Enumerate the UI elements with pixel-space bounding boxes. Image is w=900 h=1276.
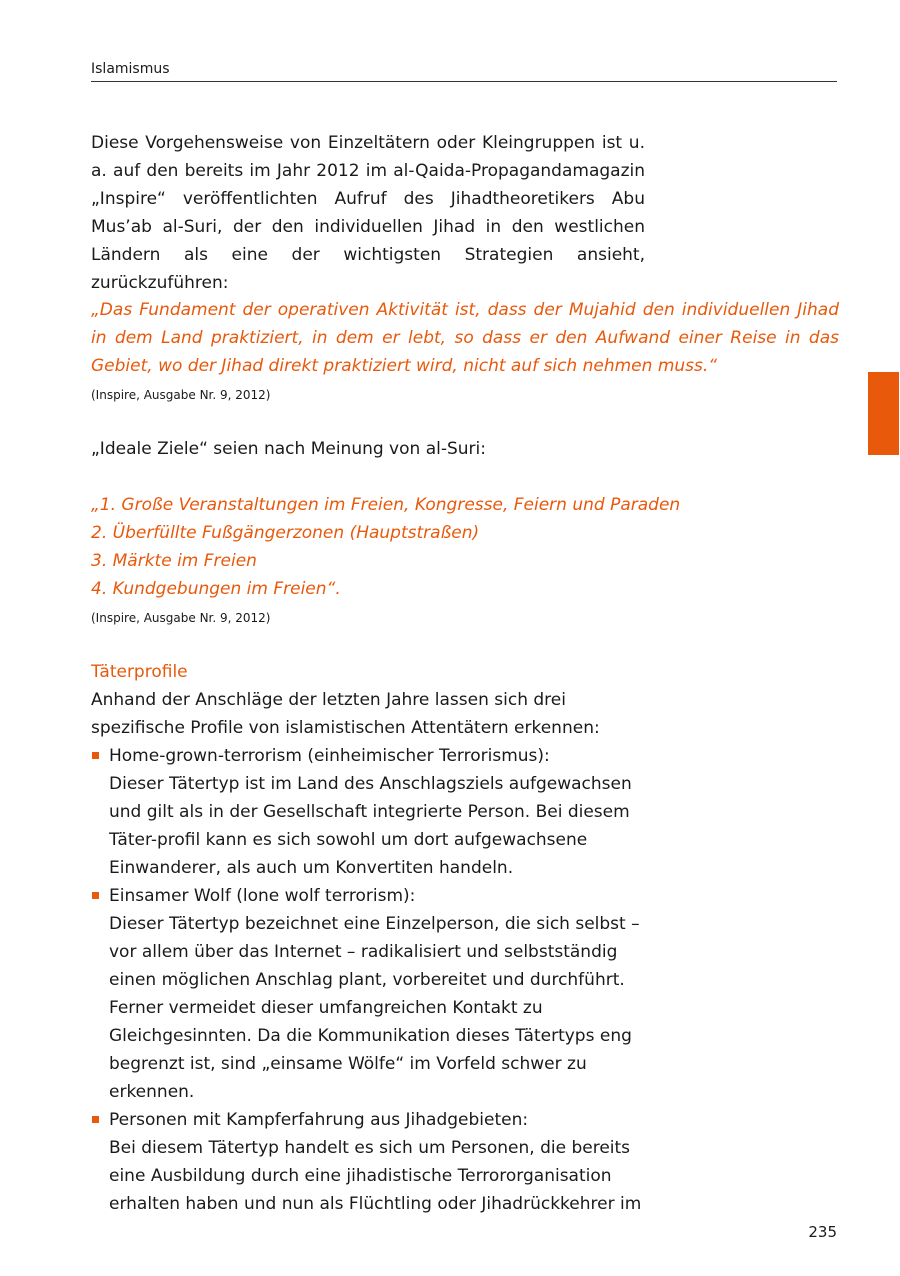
profile-title: Personen mit Kampferfahrung aus Jihadgebieten: <box>109 1110 529 1130</box>
quote-citation-2: (Inspire, Ausgabe Nr. 9, 2012) <box>91 611 271 625</box>
profile-title: Einsamer Wolf (lone wolf terrorism): <box>109 886 416 906</box>
quote-target-line-1: „1. Große Veranstaltungen im Freien, Kongresse, Feiern und Paraden <box>91 495 681 515</box>
profiles-heading: Täterprofile <box>91 662 188 682</box>
bullet-square-icon <box>92 752 99 759</box>
profiles-intro: Anhand der Anschläge der letzten Jahre lassen sich drei spezifische Profile von islamistischen Attentätern erkennen: <box>91 690 600 738</box>
list-item <box>91 742 647 882</box>
quote-target-line-3: 3. Märkte im Freien <box>91 551 257 571</box>
header-title: Islamismus <box>91 61 170 77</box>
page-number: 235 <box>808 1223 837 1241</box>
running-header <box>91 58 837 82</box>
profile-title: Home-grown-terrorism (einheimischer Terrorismus): <box>109 746 550 766</box>
chapter-tab-marker <box>868 372 899 455</box>
quote-citation-1: (Inspire, Ausgabe Nr. 9, 2012) <box>91 388 271 402</box>
profiles-list <box>91 742 647 1218</box>
intro-paragraph: Diese Vorgehensweise von Einzeltätern oder Kleingruppen ist u. a. auf den bereits im Jahr 2012 im al-Qaida-Propagandamagazin „Inspire“ veröffentlichten Aufruf des Jihadtheoretikers Abu Mus’ab al-Suri, der den individuellen Jihad in den westlichen Ländern als eine der wichtigsten Strategien ansieht, zurückzuführen: <box>91 133 645 293</box>
profiles-section <box>91 658 647 1218</box>
quote-operational-activity: „Das Fundament der operativen Aktivität ist, dass der Mujahid den individuellen Jihad in dem Land praktiziert, in dem er lebt, so dass er den Aufwand einer Reise in das Gebiet, wo der Jihad direkt praktiziert wird, nicht auf sich nehmen muss.“ <box>91 300 839 376</box>
profile-description: Dieser Tätertyp bezeichnet eine Einzelperson, die sich selbst – vor allem über das Internet – radikalisiert und selbstständig einen möglichen Anschlag plant, vorbereitet und durchführt. Ferner vermeidet dieser umfangreichen Kontakt zu Gleichgesinnten. Da die Kommunikation dieses Tätertyps eng begrenzt ist, sind „einsame Wölfe“ im Vorfeld schwer zu erkennen. <box>109 914 640 1102</box>
profile-description: Dieser Tätertyp ist im Land des Anschlagsziels aufgewachsen und gilt als in der Gesellschaft integrierte Person. Bei diesem Täter-profil kann es sich sowohl um dort aufgewachsene Einwanderer, als auch um Konvertiten handeln. <box>109 774 632 878</box>
list-item <box>91 882 647 1106</box>
list-item <box>91 1106 647 1218</box>
ideal-targets-intro: „Ideale Ziele“ seien nach Meinung von al-Suri: <box>91 439 486 459</box>
bullet-square-icon <box>92 892 99 899</box>
quote-target-line-4: 4. Kundgebungen im Freien“. <box>91 579 341 599</box>
profile-description: Bei diesem Tätertyp handelt es sich um Personen, die bereits eine Ausbildung durch eine jihadistische Terrororganisation erhalten haben und nun als Flüchtling oder Jihadrückkehrer im <box>109 1138 642 1214</box>
quote-ideal-targets <box>91 491 680 603</box>
quote-target-line-2: 2. Überfüllte Fußgängerzonen (Hauptstraßen) <box>91 523 480 543</box>
bullet-square-icon <box>92 1116 99 1123</box>
